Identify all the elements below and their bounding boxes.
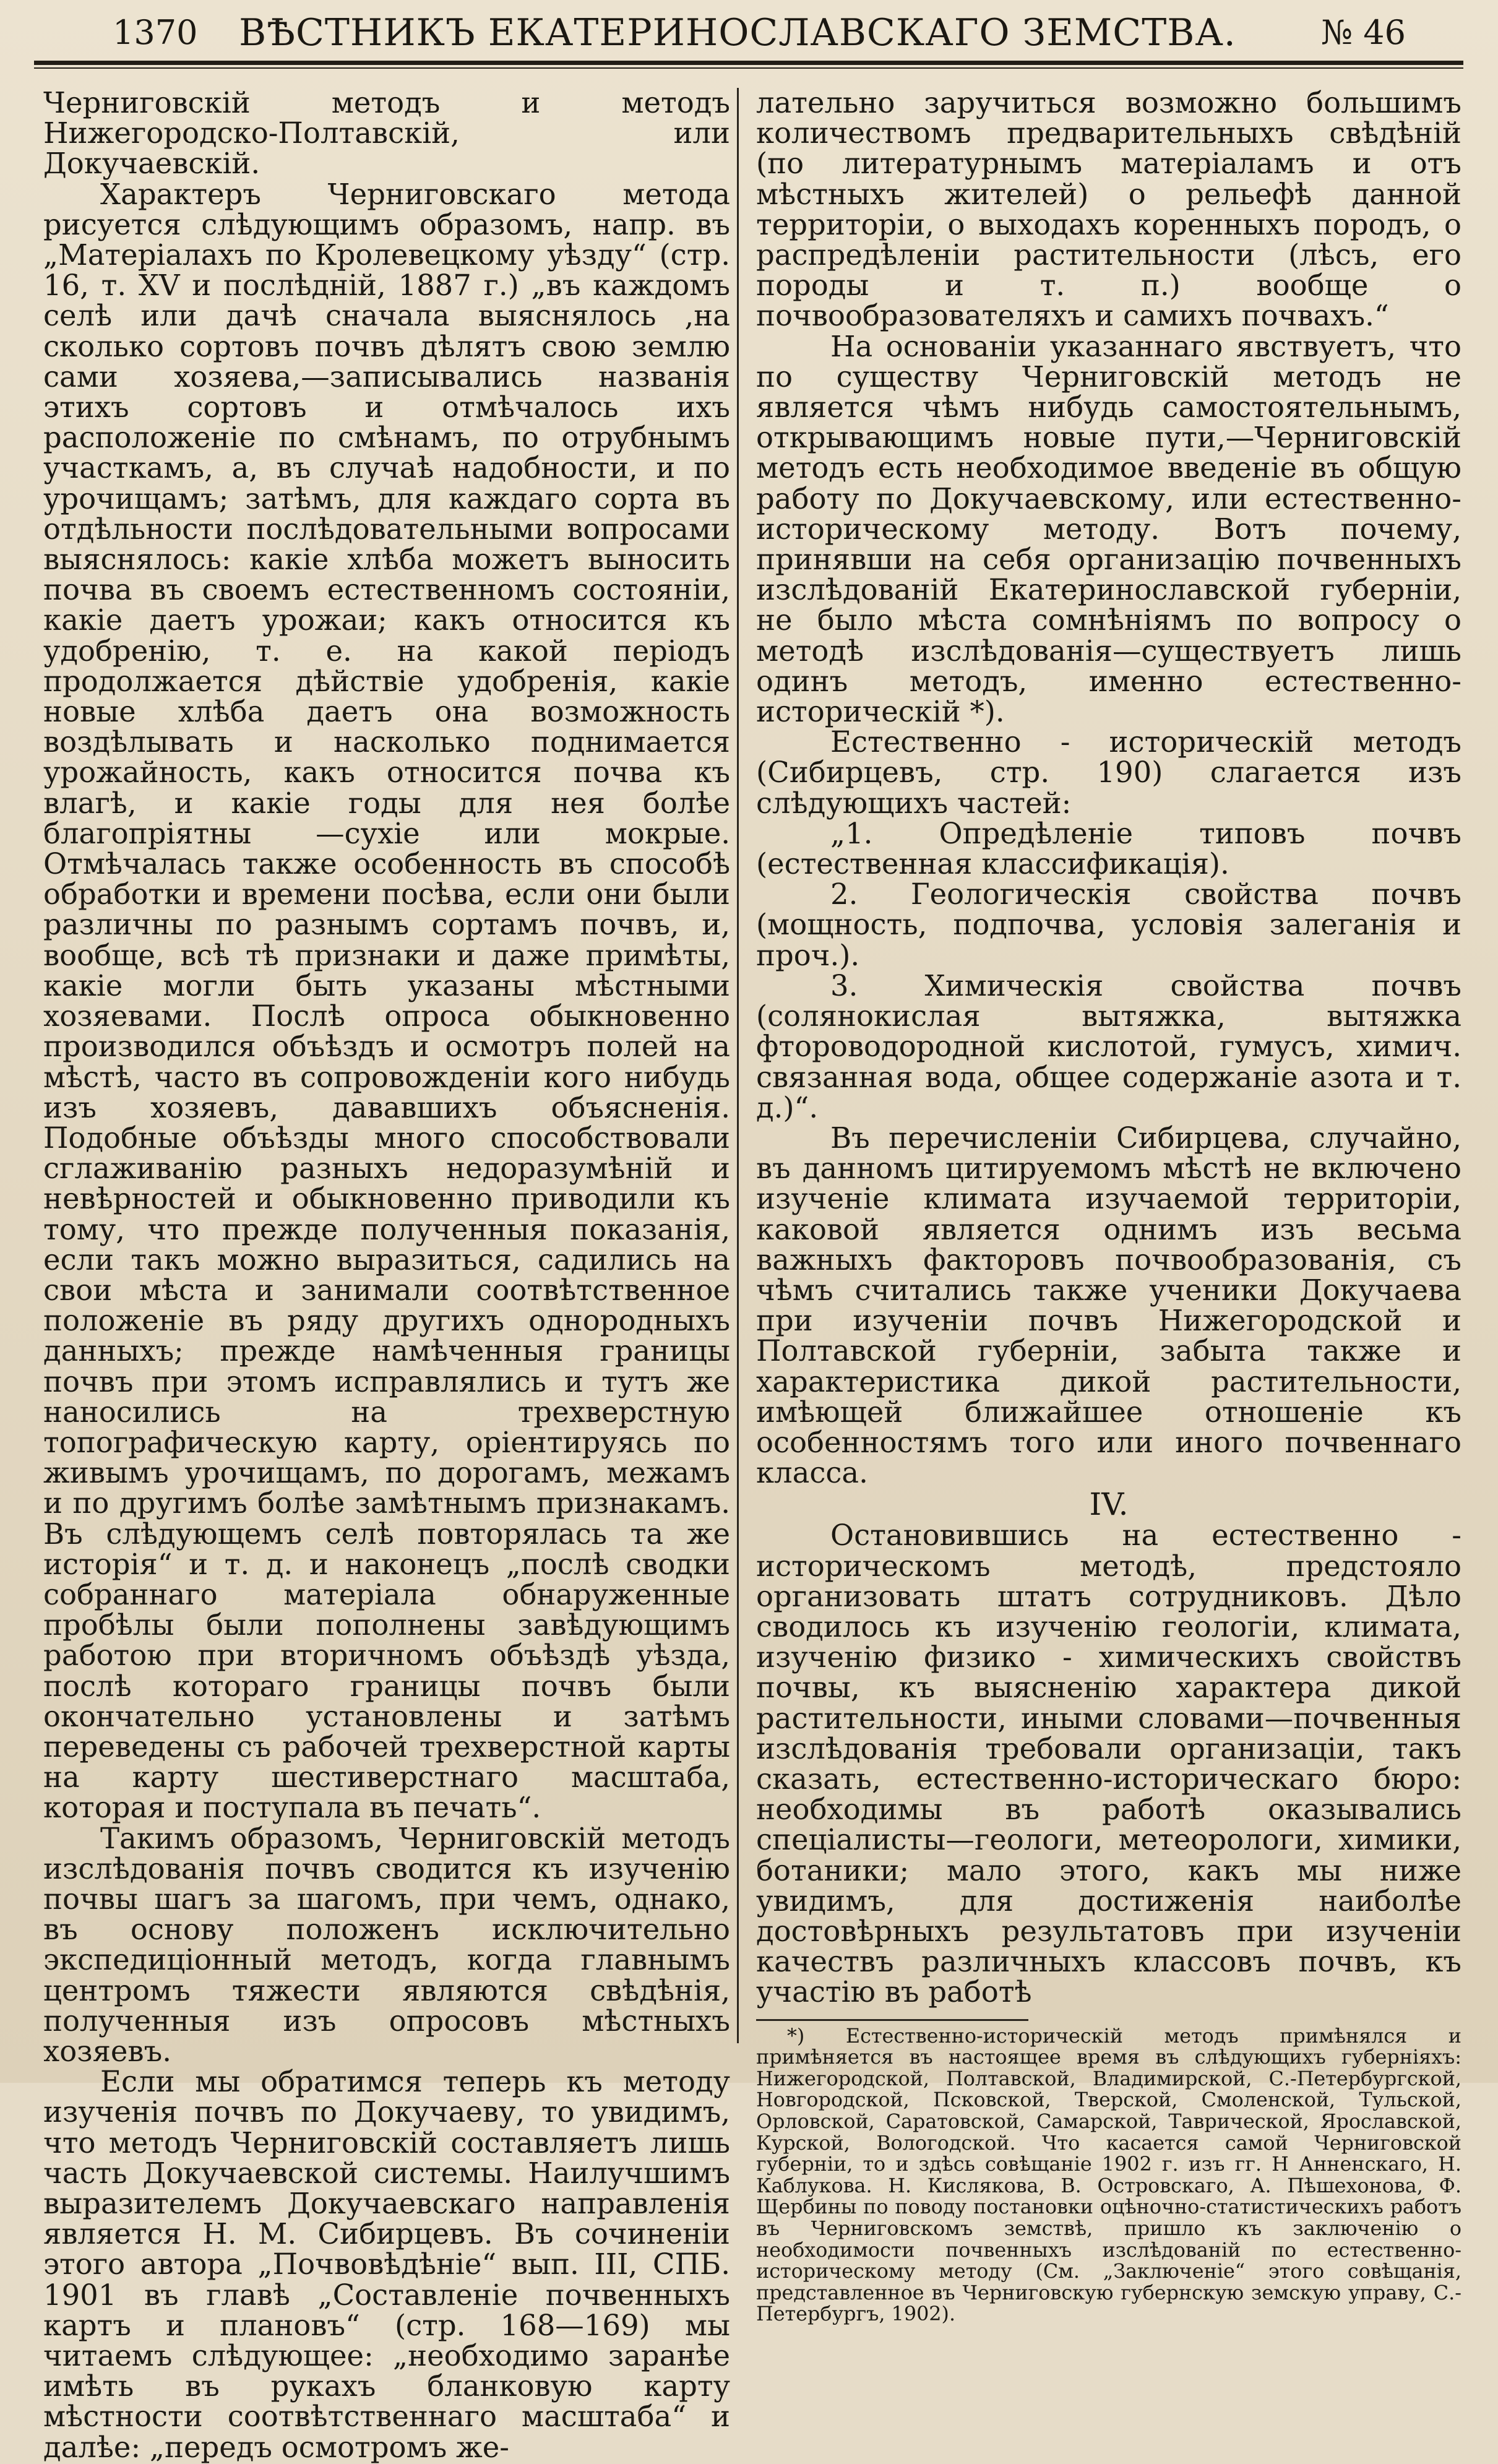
paragraph: Такимъ образомъ, Черниговскій методъ изслѣдованія почвъ сводится къ изученію почвы шагъ за шагомъ, при чемъ, однако, въ основу положенъ исключительно экспедиціонный методъ, когда главнымъ центромъ тяжести являются свѣдѣнія, полученныя изъ опросовъ мѣстныхъ хозяевъ.	[43, 1821, 730, 2068]
right-column	[756, 88, 1461, 2325]
header-rule-thin	[34, 67, 1463, 69]
footnote: *) Естественно-историческій методъ примѣнялся и примѣняется въ настоящее время въ слѣдующихъ губерніяхъ: Нижегородской, Полтавской, Владимирской, С.-Петербургской, Новгородской, Псковской, Тверской, Смоленской, Тульской, Орловской, Саратовской, Самарской, Таврической, Ярославской, Курской, Вологодской. Что касается самой Черниговской губерніи, то и здѣсь совѣщаніе 1902 г. изъ гг. Н Анненскаго, Н. Каблукова. Н. Кислякова, В. Островскаго, А. Пѣшехонова, Ф. Щербины по поводу постановки оцѣночно-статистическихъ работъ въ Черниговскомъ земствѣ, пришло къ заключенію о необходимости почвенныхъ изслѣдованій по естественно-историческому методу (См. „Заключеніе“ этого совѣщанія, представленное въ Черниговскую губернскую земскую управу, С.-Петербургъ, 1902).	[756, 2024, 1461, 2326]
list-item: „1. Опредѣленіе типовъ почвъ (естественная классификація).	[756, 816, 1461, 881]
paragraph: Въ перечисленіи Сибирцева, случайно, въ данномъ цитируемомъ мѣстѣ не включено изученіе климата изучаемой территоріи, каковой является однимъ изъ весьма важныхъ факторовъ почвообразованія, съ чѣмъ считались также ученики Докучаева при изученіи почвъ Нижегородской и Полтавской губерніи, забыта также и характеристика дикой растительности, имѣющей ближайшее отношеніе къ особенностямъ того или иного почвеннаго класса.	[756, 1121, 1461, 1490]
journal-title: ВѢСТНИКЪ ЕКАТЕРИНОСЛАВСКАГО ЗЕМСТВА.	[239, 11, 1236, 54]
page-number: 1370	[113, 13, 198, 52]
paragraph: лательно заручиться возможно большимъ количествомъ предварительныхъ свѣдѣній (по литературнымъ матеріаламъ и отъ мѣстныхъ жителей) о рельефѣ данной территоріи, о выходахъ коренныхъ породъ, о распредѣленіи растительности (лѣсъ, его породы и т. п.) вообще о почвообразователяхъ и самихъ почвахъ.“	[756, 86, 1461, 333]
list-item: 3. Химическія свойства почвъ (солянокислая вытяжка, вытяжка фтороводородной кислотой, гумусъ, химич. связанная вода, общее содержаніе азота и т. д.)“.	[756, 968, 1461, 1124]
paragraph: Если мы обратимся теперь къ методу изученія почвъ по Докучаеву, то увидимъ, что методъ Черниговскій составляетъ лишь часть Докучаевской системы. Наилучшимъ выразителемъ Докучаевскаго направленія является Н. М. Сибирцевъ. Въ сочиненіи этого автора „Почвовѣдѣніе“ вып. III, СПБ. 1901 въ главѣ „Составленіе почвенныхъ картъ и плановъ“ (стр. 168—169) мы читаемъ слѣдующее: „необходимо заранѣе имѣть въ рукахъ бланковую карту мѣстности соотвѣтственнаго масштаба“ и далѣе: „передъ осмотромъ же-	[43, 2065, 730, 2464]
list-item: 2. Геологическія свойства почвъ (мощность, подпочва, условія залеганія и проч.).	[756, 877, 1461, 972]
column-divider	[737, 88, 739, 2043]
header-rule	[34, 61, 1463, 65]
left-column	[43, 88, 730, 2463]
footnote-rule	[756, 2019, 1028, 2021]
paragraph: На основаніи указаннаго явствуетъ, что по существу Черниговскій методъ не является чѣмъ нибудь самостоятельнымъ, открывающимъ новые пути,—Черниговскій методъ есть необходимое введеніе въ общую работу по Докучаевскому, или естественно-историческому методу. Вотъ почему, принявши на себя организацію почвенныхъ изслѣдованій Екатеринославской губерніи, не было мѣста сомнѣніямъ по вопросу о методѣ изслѣдованія—существуетъ лишь одинъ методъ, именно естественно-историческій *).	[756, 329, 1461, 729]
paragraph: Естественно - историческій методъ (Сибирцевъ, стр. 190) слагается изъ слѣдующихъ частей:	[756, 725, 1461, 820]
paragraph: Черниговскій методъ и методъ Нижегородско-Полтавскій, или Докучаевскій.	[43, 86, 730, 181]
paragraph: Характеръ Черниговскаго метода рисуется слѣдующимъ образомъ, напр. въ „Матеріалахъ по Кролевецкому уѣзду“ (стр. 16, т. XV и послѣдній, 1887 г.) „въ каждомъ селѣ или дачѣ сначала выяснялось ,на сколько сортовъ почвъ дѣлятъ свою землю сами хозяева,—записывались названія этихъ сортовъ и отмѣчалось ихъ расположеніе по смѣнамъ, по отрубнымъ участкамъ, а, въ случаѣ надобности, и по урочищамъ; затѣмъ, для каждаго сорта въ отдѣльности послѣдовательными вопросами выяснялось: какіе хлѣба можетъ выносить почва въ своемъ естественномъ состояніи, какіе даетъ урожаи; какъ относится къ удобренію, т. е. на какой періодъ продолжается дѣйствіе удобренія, какіе новые хлѣба даетъ она возможность воздѣлывать и насколько поднимается урожайность, какъ относится почва къ влагѣ, и какіе годы для нея болѣе благопріятны —сухіе или мокрые. Отмѣчалась также особенность въ способѣ обработки и времени посѣва, если они были различны по разнымъ сортамъ почвъ, и, вообще, всѣ тѣ признаки и даже примѣты, какіе могли быть указаны мѣстными хозяевами. Послѣ опроса обыкновенно производился объѣздъ и осмотръ полей на мѣстѣ, часто въ сопровожденіи кого нибудь изъ хозяевъ, дававшихъ объясненія. Подобные объѣзды много способствовали сглаживанію разныхъ недоразумѣній и невѣрностей и обыкновенно приводили къ тому, что прежде полученныя показанія, если такъ можно выразиться, садились на свои мѣста и занимали соотвѣтственное положеніе въ ряду другихъ однородныхъ данныхъ; прежде намѣченныя границы почвъ при этомъ исправлялись и тутъ же наносились на трехверстную топографическую карту, оріентируясь по живымъ урочищамъ, по дорогамъ, межамъ и по другимъ болѣе замѣтнымъ признакамъ. Въ слѣдующемъ селѣ повторялась та же исторія“ и т. д. и наконецъ „послѣ сводки собраннаго матеріала обнаруженные пробѣлы были пополнены завѣдующимъ работою при вторичномъ объѣздѣ уѣзда, послѣ котораго границы почвъ были окончательно установлены и затѣмъ переведены съ рабочей трехверстной карты на карту шестиверстнаго масштаба, которая и поступала въ печать“.	[43, 177, 730, 1825]
page-header	[69, 9, 1406, 57]
section-heading: IV.	[1089, 1486, 1129, 1523]
paragraph: Остановившись на естественно - историческомъ методѣ, предстояло организовать штатъ сотрудниковъ. Дѣло сводилось къ изученію геологіи, климата, изученію физико - химическихъ свойствъ почвы, къ выясненію характера дикой растительности, иными словами—почвенныя изслѣдованія требовали организаціи, такъ сказать, естественно-историческаго бюро: необходимы въ работѣ оказывались спеціалисты—геологи, метеорологи, химики, ботаники; мало этого, какъ мы ниже увидимъ, для достиженія наиболѣе достовѣрныхъ результатовъ при изученіи качествъ различныхъ классовъ почвъ, къ участію въ работѣ	[756, 1518, 1461, 2009]
issue-number: № 46	[1321, 13, 1406, 52]
